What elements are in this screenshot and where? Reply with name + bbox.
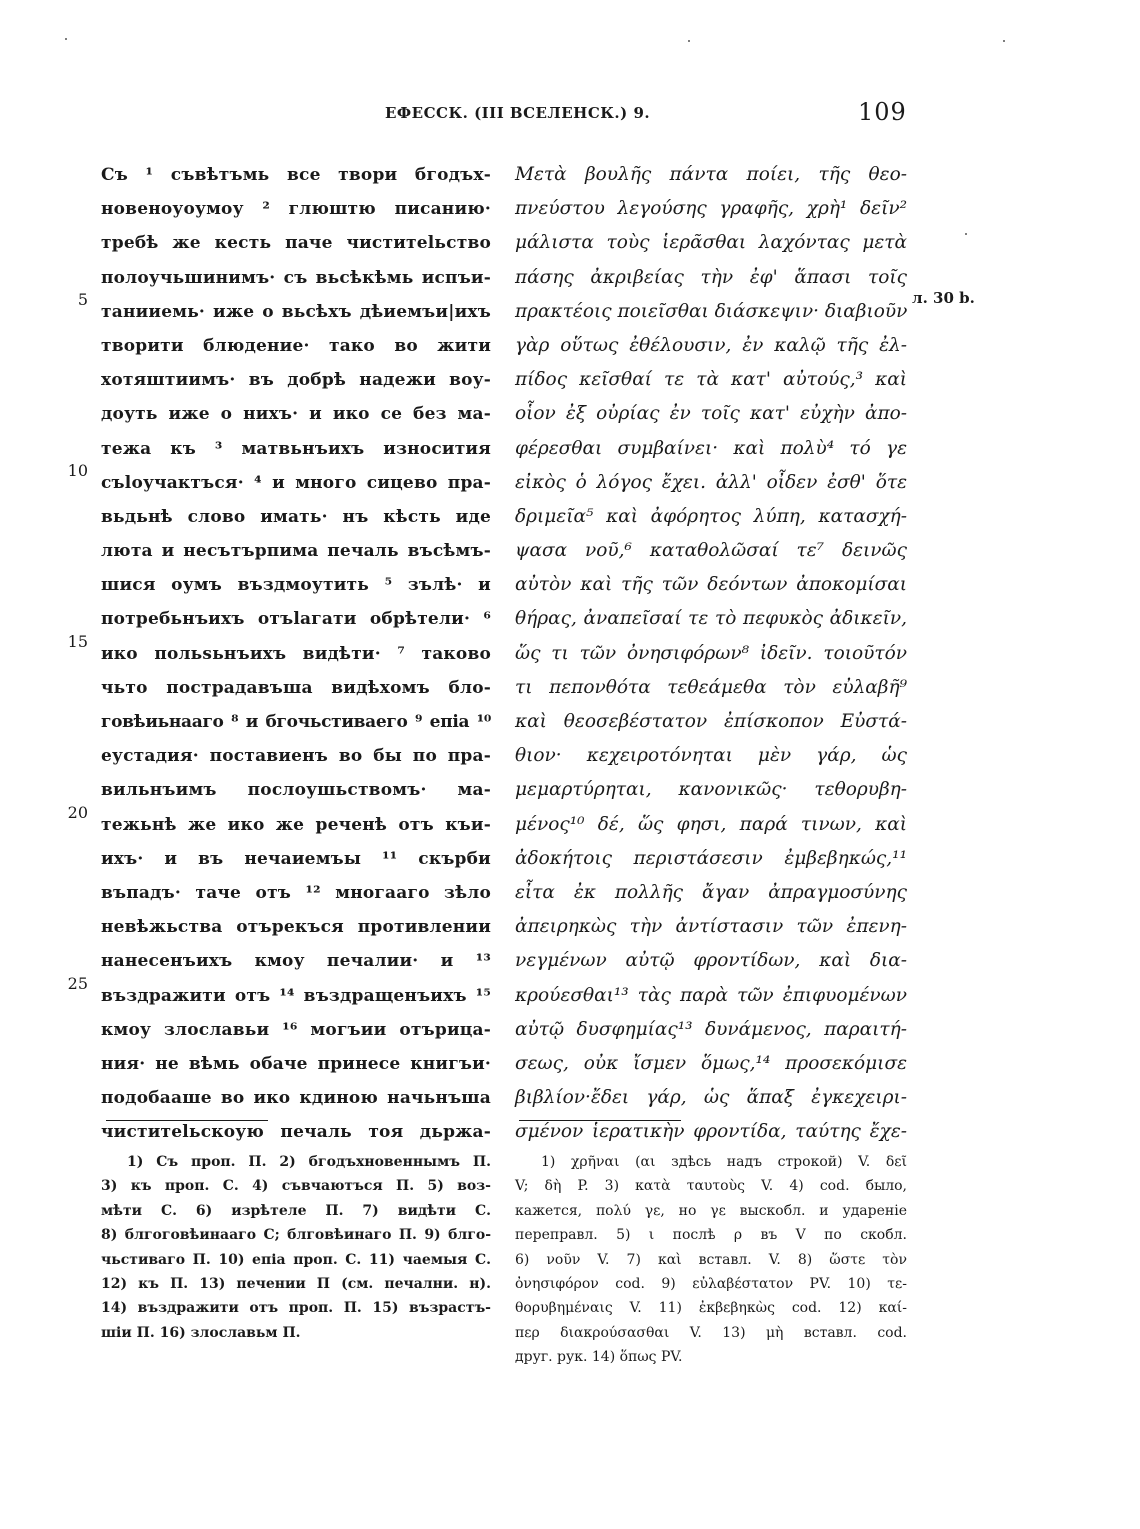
slavonic-line: творити блюдение· тако во жити bbox=[101, 335, 491, 356]
greek-line: γὰρ οὕτως ἐθέλουσιν, ἐν καλῷ τῆς ἐλ- bbox=[515, 334, 907, 356]
line-number: 5 bbox=[77, 290, 88, 309]
greek-line: Μετὰ βουλῆς πάντα ποίει, τῆς θεο- bbox=[515, 164, 907, 185]
greek-line: τι πεπονθότα τεθεάμεθα τὸν εὐλαβῆ⁹ bbox=[515, 676, 907, 698]
greek-line: μάλιστα τοὺς ἱερᾶσθαι λαχόντας μετὰ bbox=[515, 232, 907, 254]
slavonic-line: въздражити отъ ¹⁴ въздращенъихъ ¹⁵ bbox=[101, 985, 491, 1006]
slavonic-line: новеноуоумоу ² глюштю писанию· bbox=[101, 199, 491, 220]
footnote-line: шіи П. 16) злославьм П. bbox=[101, 1324, 301, 1341]
line-number: 25 bbox=[67, 974, 88, 993]
slavonic-line: нанесенъихъ кмоу печалии· и ¹³ bbox=[101, 951, 491, 972]
footnote-line: кажется, πολύ γε, но γε выскобл. и удареніе bbox=[515, 1202, 907, 1219]
footnote-line: чьстиваго П. 10) епiа проп. С. 11) чаемыя С. bbox=[101, 1251, 491, 1268]
slavonic-line: люта и несътърпима печаль въсѣмъ- bbox=[101, 541, 491, 562]
slavonic-line: Съ ¹ съвѣтъмь все твори бгодъх- bbox=[101, 165, 491, 185]
slavonic-line: въпадъ· таче отъ ¹² многааго зѣло bbox=[101, 882, 491, 903]
footnote-line: περ διακρούσασθαι V. 13) μὴ вставл. cod. bbox=[515, 1324, 907, 1341]
slavonic-line: потребьнъихъ отъlaгaти обрѣтели· ⁶ bbox=[101, 609, 491, 630]
greek-line: δριμεῖα⁵ καὶ ἀφόρητος λύπη, κατασχή- bbox=[515, 505, 907, 527]
footnote-line: θορυβημέναις V. 11) ἐκβεβηκὼς cod. 12) καί- bbox=[515, 1300, 907, 1317]
footnote-line: мѣти С. 6) изрѣтеле П. 7) видѣти С. bbox=[101, 1202, 491, 1219]
slavonic-line: доуть иже о нихъ· и ико се без ма- bbox=[101, 404, 491, 425]
footnote-line: 12) къ П. 13) печении П (см. печални. н). bbox=[101, 1275, 491, 1292]
slavonic-line: ико польѕьнъихъ видѣти· ⁷ таково bbox=[101, 643, 491, 664]
greek-line: πνεύστου λεγούσης γραφῆς, χρὴ¹ δεῖν² bbox=[515, 198, 907, 220]
folio-margin-note: л. 30 b. bbox=[912, 289, 975, 307]
footnote-line: ὀνησιφόρον cod. 9) εὐλαβέστατον PV. 10) τε- bbox=[515, 1275, 907, 1292]
greek-line: αὐτῷ δυσφημίας¹³ δυνάμενος, παραιτή- bbox=[515, 1018, 907, 1040]
scan-speck bbox=[688, 40, 690, 42]
footnote-line: 6) νοῦν V. 7) καὶ вставл. V. 8) ὥστε τὸν bbox=[515, 1251, 907, 1268]
slavonic-line: полоучьшинимъ· съ вьсѣкѣмь испъи- bbox=[101, 267, 491, 288]
slavonic-line: кмоу злославьи ¹⁶ могъии отърица- bbox=[101, 1019, 491, 1040]
greek-line: ὥς τι τῶν ὀνησιφόρων⁸ ἰδεῖν. τοιοῦτόν bbox=[515, 642, 907, 664]
greek-line: σμένον ἱερατικὴν φροντίδα, ταύτης ἔχε- bbox=[515, 1121, 907, 1143]
footnotes-slavonic bbox=[101, 1150, 491, 1345]
scan-speck bbox=[65, 38, 67, 40]
greek-line: πρακτέοις ποιεῖσθαι διάσκεψιν· διαβιοῦν bbox=[515, 300, 908, 322]
slavonic-line: подобааше во ико кдиною начьнъша bbox=[101, 1088, 491, 1109]
greek-line: μεμαρτύρηται, κανονικῶς· τεθορυβη- bbox=[515, 779, 907, 801]
slavonic-line: вьдьнѣ слово имать· нъ кѣсть иде bbox=[101, 506, 491, 527]
slavonic-line: требѣ же кесть паче чиститеlьство bbox=[101, 233, 491, 254]
slavonic-line: чиститеlьскоую печаль тоя дьржа- bbox=[101, 1122, 491, 1143]
greek-line: ψασα νοῦ,⁶ καταθολῶσαί τε⁷ δεινῶς bbox=[515, 540, 907, 562]
footnote-line: друг. рук. 14) ὅπως PV. bbox=[515, 1349, 683, 1366]
footnote-line: V; δὴ P. 3) κατὰ ταυτοὺς V. 4) cod. было, bbox=[515, 1178, 907, 1195]
slavonic-line: хотяштиимъ· въ добрѣ надежи воу- bbox=[101, 370, 491, 391]
slavonic-line: тежа къ ³ мaтвьнъихъ износития bbox=[101, 438, 491, 459]
greek-line: οἷον ἐξ οὐρίας ἐν τοῖς κατ' εὐχὴν ἀπο- bbox=[515, 403, 907, 425]
footnote-line: 14) въздражити отъ проп. П. 15) възрастъ- bbox=[101, 1300, 491, 1317]
slavonic-line: говѣиьнааго ⁸ и бгочьстиваего ⁹ епiа ¹⁰ bbox=[101, 712, 491, 732]
greek-line: εἰκὸς ὁ λόγος ἔχει. ἀλλ' οἶδεν ἐσθ' ὅτε bbox=[515, 471, 907, 493]
greek-line: κρούεσθαι¹³ τὰς παρὰ τῶν ἐπιφυομένων bbox=[515, 984, 907, 1006]
scan-speck bbox=[965, 233, 967, 235]
greek-line: μένος¹⁰ δέ, ὥς φησι, παρά τινων, καὶ bbox=[515, 813, 907, 835]
slavonic-line: тежьнѣ же ико же реченѣ отъ къи- bbox=[101, 814, 491, 835]
greek-line: ἀπειρηκὼς τὴν ἀντίστασιν τῶν ἐπενη- bbox=[515, 916, 907, 938]
greek-line: φέρεσθαι συμβαίνει· καὶ πολὺ⁴ τό γε bbox=[515, 437, 907, 459]
slavonic-line: чьто пострадавъша видѣхомъ бло- bbox=[101, 677, 491, 698]
greek-column bbox=[515, 158, 907, 1149]
slavonic-line: еустадия· поставиенъ во бы по пра- bbox=[101, 746, 491, 767]
slavonic-line: съloучактъся· ⁴ и много сицево пра- bbox=[101, 472, 491, 493]
greek-line: πάσης ἀκριβείας τὴν ἐφ' ἅπασι τοῖς bbox=[515, 266, 907, 288]
footnote-rule-right bbox=[519, 1120, 681, 1121]
slavonic-line: ния· не вѣмь обаче принесе книгъи· bbox=[101, 1053, 491, 1074]
footnote-rule-left bbox=[106, 1120, 268, 1121]
page-number: 109 bbox=[858, 98, 907, 126]
greek-line: πίδος κεῖσθαί τε τὰ κατ' αὐτούς,³ καὶ bbox=[515, 369, 907, 391]
greek-line: βιβλίον·ἔδει γάρ, ὡς ἅπαξ ἐγκεχειρι- bbox=[515, 1087, 907, 1109]
greek-line: θήρας, ἀναπεῖσαί τε τὸ πεφυκὸς ἀδικεῖν, bbox=[515, 608, 907, 630]
greek-line: αὐτὸν καὶ τῆς τῶν δεόντων ἀποκομίσαι bbox=[515, 574, 907, 596]
greek-line: ἀδοκήτοις περιστάσεσιν ἐμβεβηκώς,¹¹ bbox=[515, 847, 907, 869]
slavonic-line: шися оумъ въздмоутить ⁵ зълѣ· и bbox=[101, 575, 491, 596]
slavonic-line: невѣжьства отърекъся противлении bbox=[101, 917, 491, 938]
greek-line: καὶ θεοσεβέστατον ἐπίσκοπον Εὐστά- bbox=[515, 711, 907, 732]
footnote-line: 8) блгоговѣинааго С; блговѣинаго П. 9) блго- bbox=[101, 1227, 491, 1244]
greek-line: εἶτα ἐκ πολλῆς ἄγαν ἀπραγμοσύνης bbox=[515, 881, 907, 903]
scan-speck bbox=[1003, 40, 1005, 42]
slavonic-line: вильнъимъ послоушьствомъ· ма- bbox=[101, 780, 491, 801]
line-number: 15 bbox=[67, 632, 88, 651]
greek-line: θιον· κεχειροτόνηται μὲν γάρ, ὡς bbox=[515, 745, 907, 767]
greek-line: νεγμένων αὐτῷ φροντίδων, καὶ δια- bbox=[515, 950, 907, 972]
footnotes-greek bbox=[515, 1150, 907, 1370]
footnote-line: 3) къ проп. С. 4) съвчаютъся П. 5) воз- bbox=[101, 1178, 491, 1195]
slavonic-line: тaнииемь· иже о вьсѣхъ дѣиемъи|ихъ bbox=[101, 301, 491, 322]
line-number: 20 bbox=[67, 803, 88, 822]
greek-line: σεως, οὐκ ἴσμεν ὅμως,¹⁴ προσεκόμισε bbox=[515, 1052, 907, 1074]
footnote-line: 1) Съ проп. П. 2) бгодъхновеннымъ П. bbox=[127, 1154, 491, 1170]
footnote-line: 1) χρῆναι (αι здѣсь надъ строкой) V. δεῖ bbox=[541, 1154, 907, 1170]
slavonic-line: ихъ· и въ нечаиемъы ¹¹ скърби bbox=[101, 848, 491, 869]
slavonic-column bbox=[101, 158, 491, 1149]
footnote-line: переправл. 5) ι послѣ ρ въ V по скобл. bbox=[515, 1227, 907, 1244]
running-header: ЕФЕСCК. (III ВСЕЛЕНСК.) 9. bbox=[385, 104, 651, 122]
line-number: 10 bbox=[67, 461, 88, 480]
